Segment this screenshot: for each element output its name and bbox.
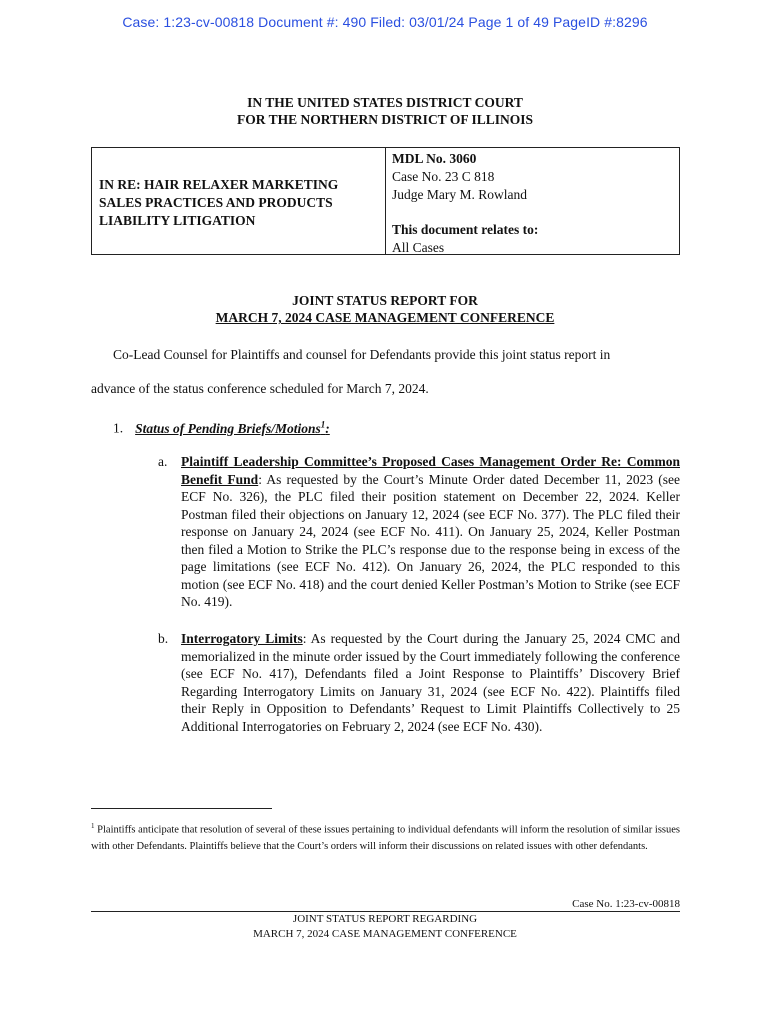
section-1-heading	[113, 415, 330, 438]
page-footer	[0, 912, 770, 942]
section-title-colon: :	[325, 420, 330, 436]
court-heading	[0, 94, 770, 128]
item-text: : As requested by the Court’s Minute Order dated December 11, 2023 (see ECF No. 326), the PLC filed their position statement on December 22, 2024. Keller Postman filed their objections on January 12, 2024 (see ECF No. 377). The PLC filed their response on January 24, 2024 (see ECF No. 411). On January 25, 2024, Keller Postman then filed a Motion to Strike the PLC’s response due to the response being in excess of the page limitations (see ECF No. 412). On January 26, 2024, the PLC responded to this motion (see ECF No. 418) and the court denied Keller Postman’s Motion to Strike (see ECF No. 419).	[181, 471, 680, 609]
list-item-b	[158, 630, 680, 735]
relates-value: All Cases	[392, 240, 445, 255]
title-line-1: JOINT STATUS REPORT FOR	[292, 293, 478, 308]
section-title-text: Status of Pending Briefs/Motions	[135, 420, 321, 436]
item-marker: b.	[158, 631, 169, 646]
footnote-text: Plaintiffs anticipate that resolution of several of these issues pertaining to individual defendants will inform the resolution of similar issues with other Defendants. Plaintiffs believe that the Court’s orders will inform their discussions on related issues with other defendants.	[91, 824, 680, 852]
ecf-header-stamp: Case: 1:23-cv-00818 Document #: 490 Filed: 03/01/24 Page 1 of 49 PageID #:8296	[122, 14, 648, 30]
footnote-number: 1	[91, 822, 95, 830]
footer-line-1: JOINT STATUS REPORT REGARDING	[292, 913, 478, 925]
footnote-divider	[91, 808, 272, 809]
title-line-2: MARCH 7, 2024 CASE MANAGEMENT CONFERENCE	[215, 310, 555, 325]
item-text: : As requested by the Court during the January 25, 2024 CMC and memorialized in the minute order issued by the Court immediately following the conference (see ECF No. 417), Defendants filed a Joint Response to Plaintiffs’ Discovery Brief Regarding Interrogatory Limits on January 31, 2024 (see ECF No. 422). Plaintiffs filed their Reply in Opposition to Defendants’ Request to Limit Plaintiffs Collectively to 25 Additional Interrogatories on February 2, 2024 (see ECF No. 430).	[181, 631, 680, 734]
relates-label: This document relates to:	[392, 222, 539, 237]
item-label: Plaintiff Leadership Committee’s Proposed Cases Management Order Re: Common Benefit Fund	[181, 454, 680, 487]
court-line-1: IN THE UNITED STATES DISTRICT COURT	[247, 95, 523, 110]
caption-case-details	[386, 148, 538, 254]
item-body	[181, 630, 680, 735]
intro-paragraph-line-1: Co-Lead Counsel for Plaintiffs and counsel for Defendants provide this joint status report in	[113, 347, 611, 362]
list-item-a	[158, 453, 680, 611]
section-title	[135, 421, 330, 436]
item-body	[181, 453, 680, 611]
caption-case-name	[92, 148, 386, 254]
footer-case-number: Case No. 1:23-cv-00818	[572, 898, 680, 910]
caption-left-line-3: LIABILITY LITIGATION	[99, 213, 256, 228]
caption-left-line-1: IN RE: HAIR RELAXER MARKETING	[99, 177, 339, 192]
caption-left-line-2: SALES PRACTICES AND PRODUCTS	[99, 195, 333, 210]
footer-line-2: MARCH 7, 2024 CASE MANAGEMENT CONFERENCE	[253, 928, 517, 940]
section-number: 1.	[113, 420, 124, 436]
intro-paragraph-line-2: advance of the status conference scheduled for March 7, 2024.	[91, 381, 429, 396]
judge-name: Judge Mary M. Rowland	[392, 187, 527, 202]
item-label: Interrogatory Limits	[181, 631, 303, 646]
footnote-ref: 1	[320, 419, 326, 429]
case-caption-box	[91, 147, 680, 255]
mdl-number: MDL No. 3060	[392, 151, 477, 166]
case-number: Case No. 23 C 818	[392, 169, 495, 184]
item-marker: a.	[158, 454, 168, 469]
court-line-2: FOR THE NORTHERN DISTRICT OF ILLINOIS	[237, 112, 533, 127]
document-title	[0, 292, 770, 326]
footnote	[91, 818, 680, 855]
